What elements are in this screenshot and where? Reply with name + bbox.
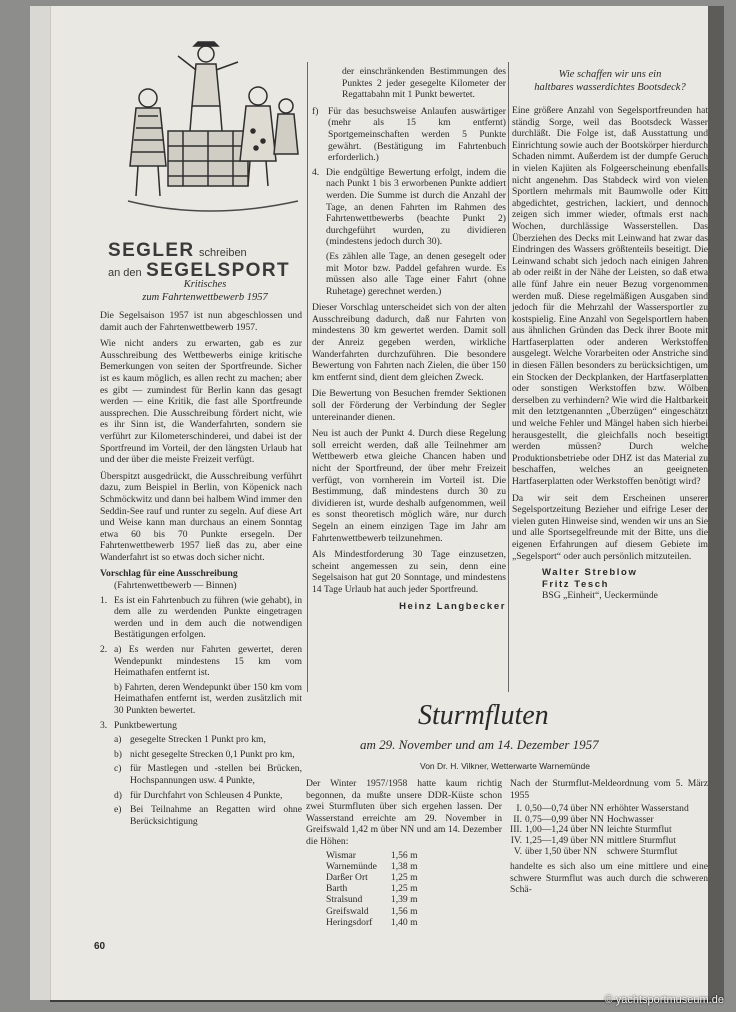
table-row: Heringsdorf 1,40 m	[326, 916, 418, 928]
list-item: 1. Es ist ein Fahrtenbuch zu führen (wie gehabt), in dem alle zu werdenden Punkte eingetragen werden und in dem auch die notwendigen Bestätigungen erfolgen.	[100, 594, 302, 641]
list-subitem: c) für Mastlegen und -stellen bei Brücken, Hochspannungen usw. 4 Punkte,	[114, 763, 302, 786]
list-subitem: b) nicht gesegelte Strecken 0,1 Punkt pro km,	[114, 748, 295, 760]
list-subitem: a) gesegelte Strecken 1 Punkt pro km,	[114, 734, 266, 746]
table-row: IV. 1,25—1,49 über NN mittlere Sturmflut	[510, 834, 676, 846]
table-row: Barth 1,25 m	[326, 883, 418, 895]
article3-title: Sturmfluten	[418, 700, 549, 731]
column-divider	[307, 62, 308, 692]
brand-word-segler: SEGLER	[108, 240, 195, 261]
list-item: 2. a) Es werden nur Fahrten gewertet, deren Wendepunkt mindestens 15 km vom Heimathafen entfernt ist.	[100, 644, 302, 679]
table-row: Darßer Ort 1,25 m	[326, 871, 418, 883]
table-row: III. 1,00—1,24 über NN leichte Sturmflut	[510, 824, 672, 836]
paragraph: Die Bewertung von Besuchen fremder Sektionen soll der Förderung der Verbindung der Segler untereinander dienen.	[312, 388, 506, 423]
proposal-title: Vorschlag für eine Ausschreibung	[100, 568, 238, 580]
paragraph: Überspitzt ausgedrückt, die Ausschreibung verführt dazu, zum Beispiel in Berlin, von Köpenick nach Schmöckwitz und dann bei halbem Wind immer den Seddin-See rauf und runter zu segeln. Auf diese Art und Weise kann man durchaus an einem Sonntag etwa 60 bis 70 Punkte ersegeln. Der Fahrtenwettbewerb 1957 ließ das zu, aber eine Wanderfahrt ist so etwas doch sicher nicht.	[100, 470, 302, 563]
heading-an-den: an den	[108, 267, 142, 279]
table-row: Greifswald 1,56 m	[326, 905, 418, 917]
heading-schreiben: schreiben	[198, 247, 247, 259]
list-item: 4. Die endgültige Bewertung erfolgt, indem die nach Punkt 1 bis 3 erworbenen Punkte addiert werden. Die Summe ist durch die Anzahl der Tage, an denen Fahrten im Rahmen des Fahrtenwettbewerbs (beachte Punkt 2) durchgeführt wurden, zu dividieren (mindestens jedoch durch 30).	[312, 166, 506, 248]
storm-surge-classification	[510, 804, 692, 857]
column-2	[312, 66, 506, 612]
list-subitem: e) Bei Teilnahme an Regatten wird ohne Berücksichtigung	[114, 804, 302, 827]
paragraph: Die Segelsaison 1957 ist nun abgeschlossen und damit auch der Fahrtenwettbewerb 1957.	[100, 310, 302, 333]
article3-subtitle: am 29. November und am 14. Dezember 1957	[360, 737, 599, 752]
article1-title: zum Fahrtenwettbewerb 1957	[142, 292, 268, 303]
table-row: Stralsund 1,39 m	[326, 894, 418, 906]
paragraph: Nach der Sturmflut-Meldeordnung vom 5. März 1955	[510, 778, 708, 801]
paragraph: (Es zählen alle Tage, an denen gesegelt oder mit Motor bzw. Paddel gefahren wurde. Es müssen also alle Tage einer Fahrt (ohne Ruhetage) gerechnet werden.)	[326, 250, 506, 297]
list-item: b) Fahrten, deren Wendepunkt über 150 km vom Heimathafen entfernt ist, werden zusätzlich mit 30 Punkten bewertet.	[114, 681, 302, 716]
brand-word-segelsport: SEGELSPORT	[146, 260, 290, 281]
column-divider	[508, 62, 509, 692]
article1-heading	[105, 278, 305, 304]
column-3	[512, 105, 708, 602]
column-heading	[108, 240, 290, 282]
author-signature: Heinz Langbecker	[399, 600, 506, 612]
table-row: Wismar 1,56 m	[326, 849, 418, 861]
binding-spine	[708, 6, 724, 1000]
author-signature: Fritz Tesch	[542, 578, 610, 590]
watermark: © yachtsportmuseum.de	[604, 994, 724, 1006]
article2-heading	[512, 68, 708, 94]
table-row: Warnemünde 1,38 m	[326, 860, 418, 872]
paragraph: Der Winter 1957/1958 hatte kaum richtig begonnen, da mußte unsere DDR-Küste schon zwei Sturmfluten über sich ergehen lassen. Der Wasserstand erreichte am 29. November in Greifswald 1,42 m über NN und am 14. Dezember die Höhen:	[306, 778, 502, 847]
sailors-illustration	[108, 36, 308, 236]
page-number: 60	[94, 941, 106, 952]
paragraph: Als Mindestforderung 30 Tage einzusetzen, scheint angemessen zu sein, denn eine Segelsaison hat gut 20 Sonntage, und mindestens 14 Tage Urlaub hat auch jeder Sportfreund.	[312, 549, 506, 595]
table-row: II. 0,75—0,99 über NN Hochwasser	[513, 813, 654, 825]
article2-title-line2: haltbares wasserdichtes Bootsdeck?	[534, 82, 686, 93]
paragraph: Dieser Vorschlag unterscheidet sich von der alten Ausschreibung dadurch, daß nur Fahrten von mindestens 30 km gewertet werden. Damit soll der Anreiz gegeben werden, wirkliche Wanderfahrten durchzuführen. Die besondere Bewertung von Fahrten nach Zielen, die über 150 km entfernt sind, dient dem gleichen Zweck.	[312, 302, 506, 383]
list-item: 3. Punktbewertung	[100, 719, 177, 731]
club-name: BSG „Einheit“, Ueckermünde	[542, 590, 658, 602]
article2-title-line1: Wie schaffen wir uns ein	[558, 69, 662, 80]
author-signature: Walter Streblow	[542, 567, 638, 579]
paragraph: Neu ist auch der Punkt 4. Durch diese Regelung soll erreicht werden, daß alle Teilnehmer am Wettbewerb etwa gleiche Chancen haben und nicht der Sportfreund, der über mehr Freizeit verfügt, von vornherein im Vorteil ist. Die Bestimmung, daß mindestens durch 30 zu dividieren ist, wurde deshalb aufgenommen, weil es sonst theoretisch möglich wäre, nur durch Segeln an einem einzigen Tage im Jahr am Fahrtenwettbewerb teilzunehmen.	[312, 428, 506, 544]
column-1	[100, 310, 302, 830]
water-levels-table	[326, 850, 432, 928]
list-subitem: f) Für das besuchsweise Anlaufen auswärtiger (mehr als 15 km entfernt) Sportgemeinschaften werden 5 Punkte gewährt. (Bestätigung im Fahrtenbuch erforderlich.)	[312, 105, 506, 164]
table-row: I. 0,50—0,74 über NN erhöhter Wasserstand	[516, 803, 689, 815]
list-subitem: d) für Durchfahrt von Schleusen 4 Punkte,	[114, 789, 283, 801]
paragraph: handelte es sich also um eine mittlere und eine schwere Sturmflut was auch durch die schweren Schä-	[510, 861, 708, 896]
proposal-subtitle: (Fahrtenwettbewerb — Binnen)	[114, 580, 237, 592]
paragraph: Wie nicht anders zu erwarten, gab es zur Ausschreibung des Wettbewerbs einige kritische Bemerkungen von seiten der Sportfreunde. Sicher ist es kaum möglich, es allen recht zu machen; aber es gibt — zumindest für Berlin kann das gesagt werden — eine Kritik, die fast alle Sportfreunde aussprechen. Die Ausschreibung fördert nicht, wie es ihr Sinn ist, die Wanderfahrten, sondern sie verführt zur Kilometerschinderei, und dabei ist der Sportfreund im Vorteil, der den längsten Urlaub hat und der über die meiste Freizeit verfügt.	[100, 338, 302, 466]
paragraph: Da wir seit dem Erscheinen unserer Segelsportzeitung Bezieher und eifrige Leser der vielen guten Hinweise sind, wenden wir uns an Sie und alle Sportsegelfreunde mit der Bitte, uns die eigenen Erfahrungen auf diesem Gebiete im „Segelsport“ oder auch persönlich mitzuteilen.	[512, 492, 708, 562]
paragraph: der einschränkenden Bestimmungen des Punktes 2 jeder gesegelte Kilometer der Regattabahn mit 1 Punkt bewertet.	[342, 66, 506, 101]
page-edge	[30, 6, 51, 1000]
article3-column-1	[306, 778, 502, 928]
article3-byline: Von Dr. H. Vilkner, Wetterwarte Warnemünde	[420, 761, 590, 771]
article3-column-2	[510, 778, 708, 901]
article1-kicker: Kritisches	[183, 279, 227, 290]
paragraph: Eine größere Anzahl von Segelsportfreunden hat ständig Sorge, weil das Bootsdeck Wasser durchläßt. Die Folge ist, daß Ausstattung und Einrichtung sowie auch der Bootskörper hierdurch Schaden nimmt. Außerdem ist der dumpfe Geruch in vielen Kajüten als Folgeerscheinung ebenfalls nicht angenehm. Das Stabdeck wird von vielen Sportlern mehrmals mit Baumwolle oder Kitt abgedichtet, gestrichen, lackiert, und dennoch zeigen sich immer wieder, oftmals erst nach Wochen, durchlässige Wasserstellen. Das Überziehen des Decks mit Leinwand hat zwar das Eindringen des Wassers größtenteils beseitigt. Die Leinwand schabt sich jedoch nach einigen Jahren ab oder reißt in der Nähe der Leisten, so daß etwa alle fünf Jahre ein neuer Bezug vorgenommen werden muß. Diese regelmäßigen Ausgaben sind jedoch für die Mehrzahl der Wassersportler zu kostspielig. Eine Anzahl von Segelsportlern haben aus ähnlichen Gründen das Deck ihrer Boote mit Hartfaserplatten oder anderen Werkstoffen ausgelegt. Welche Vorarbeiten oder Anstriche sind in diesen Fällen besonders zu berücksichtigen, um ein Stocken der Deckplanken, der Hartfaserplatten oder sonstigen Werkstoffen bzw. Wölben derselben zu verhindern? Wie wird die Haltbarkeit mit den letztgenannten „Überzügen“ eingeschätzt und welche Fehler und Mängel haben sich hierbei herausgestellt, die gleichfalls noch beseitigt werden müssen? Durch welche Produktionsbetriebe oder DHZ ist das Material zu beschaffen, welches an geeigneten Hartfaserplatten oder Werkstoffen benötigt wird?	[512, 105, 708, 487]
table-row: V. über 1,50 über NN schwere Sturmflut	[513, 845, 678, 857]
